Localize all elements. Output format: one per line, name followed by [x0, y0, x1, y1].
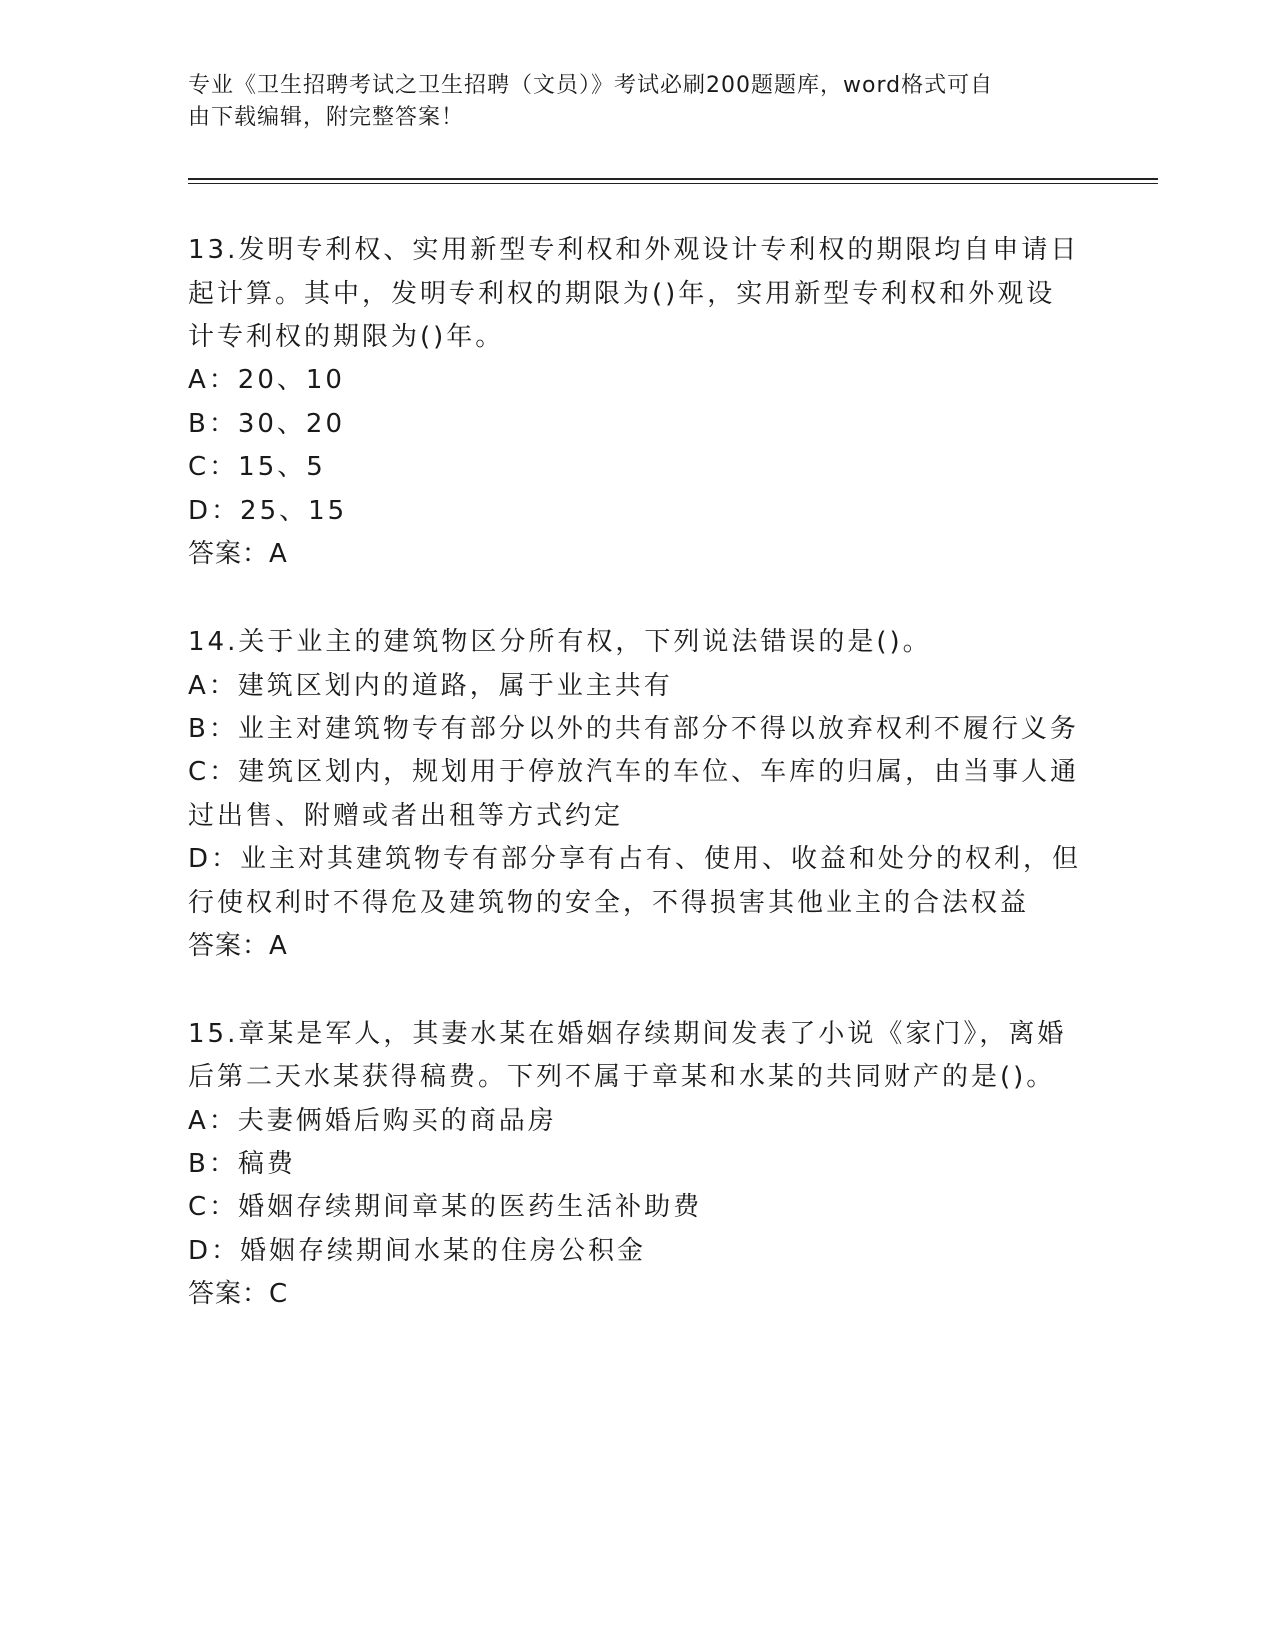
header-divider — [188, 183, 1158, 184]
option-c: C：婚姻存续期间章某的医药生活补助费 — [188, 1192, 703, 1222]
question-stem: 起计算。其中，发明专利权的期限为()年，实用新型专利权和外观设 — [188, 279, 1056, 309]
option-a: A：建筑区划内的道路，属于业主共有 — [188, 671, 673, 701]
question-stem: 13.发明专利权、实用新型专利权和外观设计专利权的期限均自申请日 — [188, 235, 1080, 265]
option-c: C：建筑区划内，规划用于停放汽车的车位、车库的归属，由当事人通 — [188, 757, 1080, 787]
option-b: B：业主对建筑物专有部分以外的共有部分不得以放弃权利不履行义务 — [188, 714, 1079, 744]
option-b: B：稿费 — [188, 1149, 296, 1179]
question-stem: 14.关于业主的建筑物区分所有权，下列说法错误的是()。 — [188, 627, 932, 657]
header-divider — [188, 178, 1158, 180]
option-d: D：25、15 — [188, 496, 348, 526]
option-a: A：夫妻俩婚后购买的商品房 — [188, 1106, 557, 1136]
option-c-continued: 过出售、附赠或者出租等方式约定 — [188, 801, 624, 831]
document-header — [188, 70, 1068, 134]
option-a: A：20、10 — [188, 365, 345, 395]
question-stem: 计专利权的期限为()年。 — [188, 322, 505, 352]
answer: 答案：C — [188, 1279, 289, 1309]
header-line: 由下载编辑，附完整答案！ — [188, 105, 465, 130]
option-d: D：业主对其建筑物专有部分享有占有、使用、收益和处分的权利，但 — [188, 844, 1082, 874]
header-line: 专业《卫生招聘考试之卫生招聘（文员）》考试必刷200题题库，word格式可自 — [188, 73, 994, 98]
answer: 答案：A — [188, 539, 288, 569]
option-d-continued: 行使权利时不得危及建筑物的安全，不得损害其他业主的合法权益 — [188, 888, 1030, 918]
option-c: C：15、5 — [188, 452, 326, 482]
answer: 答案：A — [188, 931, 288, 961]
option-d: D：婚姻存续期间水某的住房公积金 — [188, 1236, 647, 1266]
option-b: B：30、20 — [188, 409, 346, 439]
question-stem: 15.章某是军人，其妻水某在婚姻存续期间发表了小说《家门》，离婚 — [188, 1019, 1067, 1049]
question-stem: 后第二天水某获得稿费。下列不属于章某和水某的共同财产的是()。 — [188, 1062, 1056, 1092]
